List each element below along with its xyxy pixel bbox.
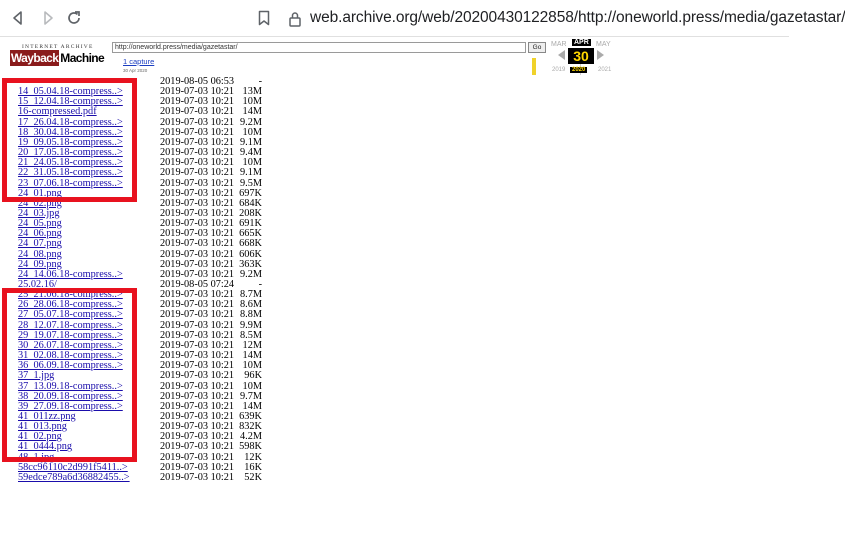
wayback-url-input[interactable]: http://oneworld.press/media/gazetastar/ (112, 42, 526, 53)
file-size: 10M (242, 96, 262, 108)
file-date: 2019-07-03 10:21 (160, 106, 235, 118)
file-link[interactable]: 15_12.04.18-compress..> (18, 96, 123, 108)
file-date: 2019-07-03 10:21 (160, 451, 235, 463)
file-link[interactable]: 26_28.06.18-compress..> (18, 299, 123, 311)
file-date: 2019-07-03 10:21 (160, 96, 235, 108)
file-date: 2019-07-03 10:21 (160, 339, 235, 351)
file-size: 14M (242, 350, 262, 362)
back-button[interactable] (6, 6, 30, 30)
file-size: 598K (239, 441, 262, 453)
file-size: 8.6M (239, 299, 262, 311)
file-date: 2019-07-03 10:21 (160, 390, 235, 402)
file-link[interactable]: 24_08.png (18, 248, 62, 260)
file-row (0, 472, 300, 483)
forward-arrow-icon (41, 11, 55, 25)
file-link[interactable]: 38_20.09.18-compress..> (18, 390, 123, 402)
file-date: 2019-07-03 10:21 (160, 258, 235, 270)
logo-machine-text: Machine (60, 51, 105, 65)
file-link[interactable]: 24_14.06.18-compress..> (18, 268, 123, 280)
file-size: 12M (242, 339, 262, 351)
file-size: 832K (239, 421, 262, 433)
file-date: 2019-07-03 10:21 (160, 157, 235, 169)
file-date: 2019-07-03 10:21 (160, 147, 235, 159)
file-link[interactable]: 25_21.06.18-compress..> (18, 289, 123, 301)
file-date: 2019-08-05 07:24 (160, 279, 235, 290)
file-link[interactable]: 22_31.05.18-compress..> (18, 167, 123, 179)
capture-date: 30 Apr 2020 (123, 68, 148, 73)
file-date: 2019-07-03 10:21 (160, 319, 235, 331)
file-size: 16K (244, 461, 262, 473)
file-size: 691K (239, 218, 262, 230)
file-date: 2019-07-03 10:21 (160, 471, 235, 483)
file-link[interactable]: 48_1.jpg (18, 451, 55, 463)
file-size: - (258, 76, 262, 87)
file-link[interactable]: 17_26.04.18-compress..> (18, 116, 123, 128)
file-size: 12K (244, 451, 262, 463)
file-date: 2019-07-03 10:21 (160, 126, 235, 138)
file-date: 2019-07-03 10:21 (160, 400, 235, 412)
file-size: 665K (239, 228, 262, 240)
file-size: 52K (244, 471, 262, 483)
file-size: 684K (239, 197, 262, 209)
file-date: 2019-07-03 10:21 (160, 410, 235, 422)
file-link[interactable]: 20_17.05.18-compress..> (18, 147, 123, 159)
file-link[interactable]: 39_27.09.18-compress..> (18, 400, 123, 412)
file-date: 2019-07-03 10:21 (160, 238, 235, 250)
file-link[interactable]: 41_02.png (18, 431, 62, 443)
file-link[interactable]: 27_05.07.18-compress..> (18, 309, 123, 321)
file-date: 2019-07-03 10:21 (160, 431, 235, 443)
file-date: 2019-07-03 10:21 (160, 370, 235, 382)
file-link[interactable]: 23_07.06.18-compress..> (18, 177, 123, 189)
file-size: 10M (242, 157, 262, 169)
file-size: 8.5M (239, 329, 262, 341)
capture-day: 30 (568, 48, 594, 64)
bookmark-button[interactable] (252, 6, 276, 30)
file-size: 208K (239, 207, 262, 219)
wayback-toolbar (0, 36, 789, 79)
file-date: 2019-07-03 10:21 (160, 350, 235, 362)
file-date: 2019-07-03 10:21 (160, 289, 235, 301)
back-arrow-icon (11, 11, 25, 25)
file-size: 9.4M (239, 147, 262, 159)
file-link[interactable]: 37_13.09.18-compress..> (18, 380, 123, 392)
file-link[interactable]: 30_26.07.18-compress..> (18, 339, 123, 351)
file-size: 8.8M (239, 309, 262, 321)
year-current: 2020 (572, 67, 586, 73)
file-date: 2019-07-03 10:21 (160, 187, 235, 199)
file-link[interactable]: 24_02.png (18, 197, 62, 209)
file-link[interactable]: 36_06.09.18-compress..> (18, 360, 123, 372)
file-size: 14M (242, 106, 262, 118)
file-date: 2019-07-03 10:21 (160, 167, 235, 179)
file-link[interactable]: 24_07.png (18, 238, 62, 250)
file-link[interactable]: 24_05.png (18, 218, 62, 230)
logo-way-text: Wayback (10, 51, 59, 65)
file-link[interactable]: 41_0444.png (18, 441, 73, 453)
file-size: 363K (239, 258, 262, 270)
file-date: 2019-07-03 10:21 (160, 421, 235, 433)
address-bar[interactable]: web.archive.org/web/20200430122858/http://oneworld.press/media/gazetastar/ (310, 9, 845, 26)
file-size: 4.2M (239, 431, 262, 443)
file-date: 2019-07-03 10:21 (160, 461, 235, 473)
reload-icon (66, 10, 82, 26)
file-date: 2019-07-03 10:21 (160, 218, 235, 230)
file-date: 2019-07-03 10:21 (160, 360, 235, 372)
file-link[interactable]: 29_19.07.18-compress..> (18, 329, 123, 341)
wayback-logo[interactable] (10, 50, 105, 66)
file-size: 13M (242, 86, 262, 98)
year-prev[interactable]: 2019 (552, 67, 566, 73)
month-prev[interactable]: MAR (551, 41, 567, 48)
file-link[interactable]: 31_02.08.18-compress..> (18, 350, 123, 362)
captures-link[interactable]: 1 capture (123, 57, 155, 66)
file-size: 606K (239, 248, 262, 260)
file-link[interactable]: 41_011zz.png (18, 410, 76, 422)
file-link[interactable]: 24_06.png (18, 228, 62, 240)
file-date: 2019-07-03 10:21 (160, 136, 235, 148)
file-size: 9.9M (239, 319, 262, 331)
forward-button[interactable] (36, 6, 60, 30)
month-next[interactable]: MAY (596, 41, 611, 48)
file-size: 10M (242, 126, 262, 138)
highlight-box-bottom (2, 288, 137, 462)
file-date: 2019-07-03 10:21 (160, 116, 235, 128)
file-size: 639K (239, 410, 262, 422)
file-date: 2019-07-03 10:21 (160, 207, 235, 219)
file-size: 9.2M (239, 268, 262, 280)
file-link[interactable]: 58cc96110c2d991f5411..> (18, 461, 128, 473)
file-link[interactable]: 24_09.png (18, 258, 62, 270)
next-capture-arrow-icon[interactable] (597, 50, 604, 60)
file-link[interactable]: 25.02.16/ (18, 279, 57, 290)
file-size: 9.1M (239, 136, 262, 148)
file-size: 668K (239, 238, 262, 250)
file-link[interactable]: 24_01.png (18, 187, 62, 199)
file-date: 2019-07-03 10:21 (160, 380, 235, 392)
file-size: 14M (242, 400, 262, 412)
file-link[interactable]: 16-compressed.pdf (18, 106, 97, 118)
year-next[interactable]: 2021 (598, 67, 612, 73)
file-date: 2019-07-03 10:21 (160, 248, 235, 260)
file-date: 2019-07-03 10:21 (160, 177, 235, 189)
file-date: 2019-07-03 10:21 (160, 329, 235, 341)
bookmark-icon (257, 10, 271, 26)
file-size: 9.5M (239, 177, 262, 189)
file-size: 96K (244, 370, 262, 382)
file-size: 9.2M (239, 116, 262, 128)
highlight-box-top (2, 78, 137, 202)
file-link[interactable]: 28_12.07.18-compress..> (18, 319, 123, 331)
browser-toolbar (0, 0, 845, 36)
file-date: 2019-08-05 06:53 (160, 76, 235, 87)
file-size: 8.7M (239, 289, 262, 301)
file-date: 2019-07-03 10:21 (160, 228, 235, 240)
file-date: 2019-07-03 10:21 (160, 441, 235, 453)
file-link[interactable]: 18_30.04.18-compress..> (18, 126, 123, 138)
internet-archive-label: INTERNET ARCHIVE (22, 44, 94, 50)
month-current: APR (574, 39, 589, 46)
file-link[interactable]: 14_05.04.18-compress..> (18, 86, 123, 98)
file-size: 10M (242, 380, 262, 392)
prev-capture-arrow-icon[interactable] (558, 50, 565, 60)
file-date: 2019-07-03 10:21 (160, 309, 235, 321)
lock-icon[interactable] (288, 11, 302, 27)
file-date: 2019-07-03 10:21 (160, 299, 235, 311)
file-size: - (258, 279, 262, 290)
file-link[interactable]: 21_24.05.18-compress..> (18, 157, 123, 169)
file-link[interactable]: 19_09.05.18-compress..> (18, 136, 123, 148)
file-date: 2019-07-03 10:21 (160, 268, 235, 280)
file-size: 9.1M (239, 167, 262, 179)
reload-button[interactable] (62, 6, 86, 30)
file-date: 2019-07-03 10:21 (160, 86, 235, 98)
capture-sparkline-bar[interactable] (532, 58, 536, 75)
file-size: 9.7M (239, 390, 262, 402)
file-link[interactable]: 41_013.png (18, 421, 67, 433)
file-link[interactable]: 59edce789a6d36882455..> (18, 471, 130, 483)
go-button[interactable]: Go (528, 42, 546, 53)
file-date: 2019-07-03 10:21 (160, 197, 235, 209)
file-size: 697K (239, 187, 262, 199)
file-link[interactable]: 37_1.jpg (18, 370, 55, 382)
file-link[interactable]: 24_03.jpg (18, 207, 60, 219)
file-size: 10M (242, 360, 262, 372)
